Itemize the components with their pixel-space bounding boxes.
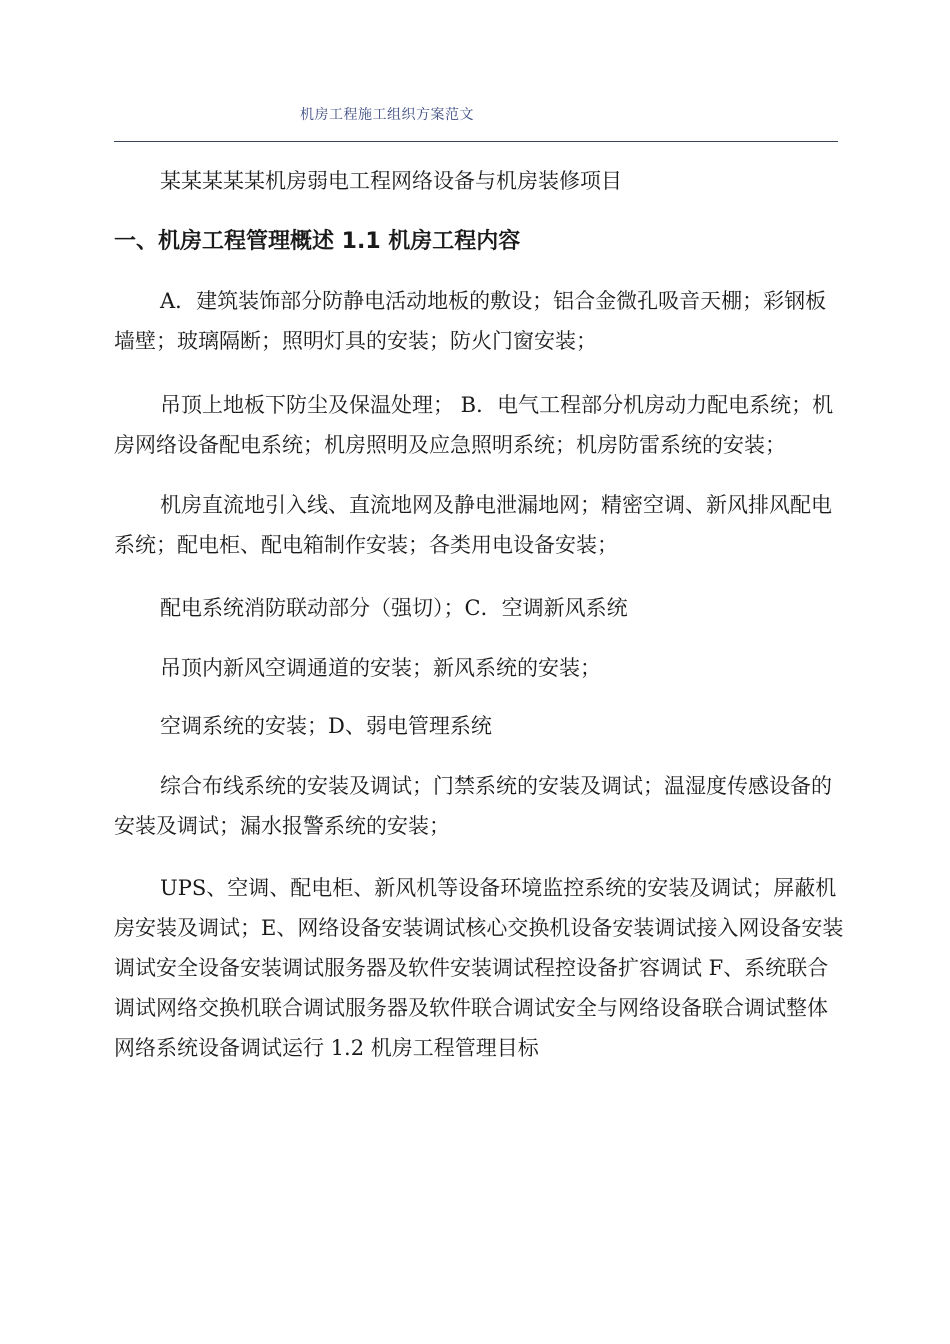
- section-heading: 一、机房工程管理概述 1.1 机房工程内容: [114, 229, 521, 254]
- paragraph-7: 综合布线系统的安装及调试；门禁系统的安装及调试；温湿度传感设备的安装及调试；漏水报警系统的安装；: [114, 774, 832, 838]
- paragraph-4: 配电系统消防联动部分（强切）；C．空调新风系统: [160, 596, 628, 620]
- paragraph-3: 机房直流地引入线、直流地网及静电泄漏地网；精密空调、新风排风配电系统；配电柜、配电箱制作安装；各类用电设备安装；: [114, 493, 832, 557]
- document-subtitle: 某某某某某机房弱电工程网络设备与机房装修项目: [160, 169, 622, 193]
- paragraph-2: 吊顶上地板下防尘及保温处理； B．电气工程部分机房动力配电系统；机房网络设备配电系统；机房照明及应急照明系统；机房防雷系统的安装；: [114, 393, 834, 457]
- paragraph-1: A．建筑装饰部分防静电活动地板的敷设；铝合金微孔吸音天棚；彩钢板墙壁；玻璃隔断；照明灯具的安装；防火门窗安装；: [114, 289, 827, 353]
- paragraph-8: UPS、空调、配电柜、新风机等设备环境监控系统的安装及调试；屏蔽机房安装及调试；E、网络设备安装调试核心交换机设备安装调试接入网设备安装调试安全设备安装调试服务器及软件安装调试程控设备扩容调试 F、系统联合调试网络交换机联合调试服务器及软件联合调试安全与网络设备联合调试整体网络系统设备调试运行 1.2 机房工程管理目标: [114, 876, 844, 1060]
- header-divider: [114, 141, 838, 142]
- paragraph-6: 空调系统的安装；D、弱电管理系统: [160, 714, 492, 738]
- paragraph-5: 吊顶内新风空调通道的安装；新风系统的安装；: [160, 656, 601, 680]
- page-header-title: 机房工程施工组织方案范文: [300, 107, 474, 123]
